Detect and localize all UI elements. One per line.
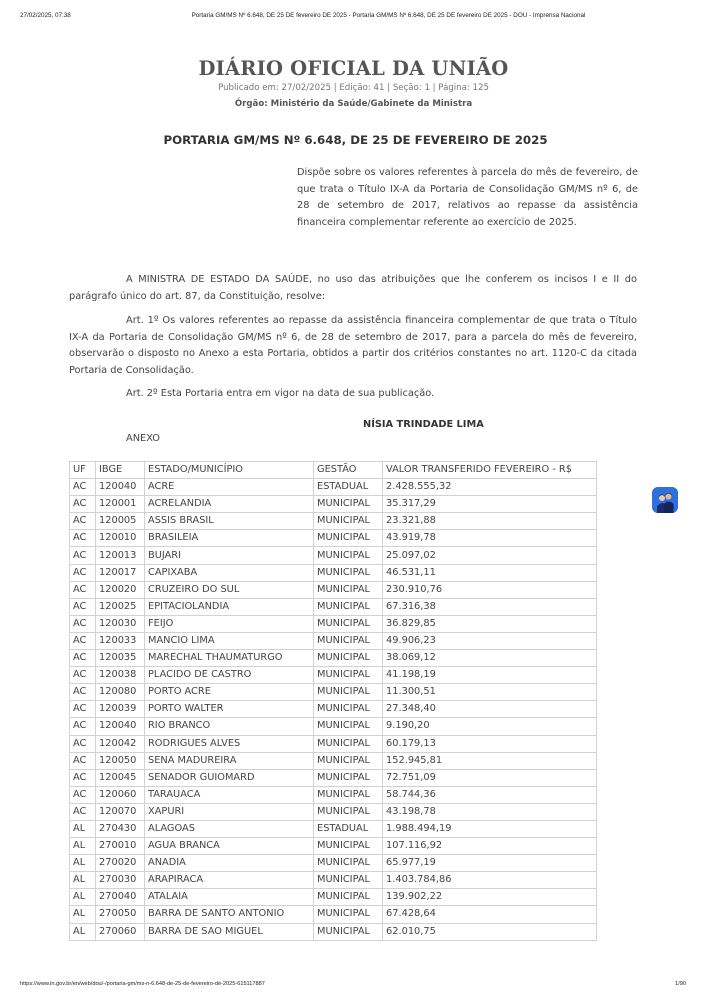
header-gestao: GESTÃO xyxy=(314,462,383,479)
cell-ibge: 120030 xyxy=(96,615,145,632)
cell-gestao: MUNICIPAL xyxy=(314,632,383,649)
cell-gestao: MUNICIPAL xyxy=(314,855,383,872)
cell-uf: AC xyxy=(70,479,96,496)
table-row xyxy=(70,530,597,547)
table-row xyxy=(70,650,597,667)
cell-valor: 38.069,12 xyxy=(383,650,597,667)
cell-valor: 139.902,22 xyxy=(383,889,597,906)
cell-valor: 49.906,23 xyxy=(383,632,597,649)
cell-uf: AC xyxy=(70,701,96,718)
header-uf: UF xyxy=(70,462,96,479)
cell-ibge: 120045 xyxy=(96,769,145,786)
cell-uf: AL xyxy=(70,820,96,837)
table-row xyxy=(70,769,597,786)
annex-table xyxy=(69,461,597,941)
cell-uf: AL xyxy=(70,855,96,872)
cell-valor: 43.919,78 xyxy=(383,530,597,547)
cell-ibge: 270040 xyxy=(96,889,145,906)
cell-uf: AC xyxy=(70,496,96,513)
cell-uf: AC xyxy=(70,650,96,667)
cell-gestao: MUNICIPAL xyxy=(314,530,383,547)
cell-municipio: CAPIXABA xyxy=(145,564,314,581)
cell-uf: AC xyxy=(70,769,96,786)
article-2-paragraph xyxy=(69,386,637,403)
cell-valor: 11.300,51 xyxy=(383,684,597,701)
cell-uf: AL xyxy=(70,906,96,923)
table-row xyxy=(70,564,597,581)
cell-valor: 1.403.784,86 xyxy=(383,872,597,889)
cell-municipio: ANADIA xyxy=(145,855,314,872)
table-row xyxy=(70,889,597,906)
table-row xyxy=(70,718,597,735)
table-row xyxy=(70,786,597,803)
cell-municipio: BUJARI xyxy=(145,547,314,564)
cell-valor: 65.977,19 xyxy=(383,855,597,872)
cell-gestao: MUNICIPAL xyxy=(314,667,383,684)
cell-valor: 23.321,88 xyxy=(383,513,597,530)
cell-uf: AC xyxy=(70,632,96,649)
cell-gestao: MUNICIPAL xyxy=(314,718,383,735)
cell-gestao: MUNICIPAL xyxy=(314,513,383,530)
cell-gestao: ESTADUAL xyxy=(314,479,383,496)
cell-ibge: 120038 xyxy=(96,667,145,684)
cell-municipio: ACRELANDIA xyxy=(145,496,314,513)
annex-label: ANEXO xyxy=(126,433,161,444)
cell-ibge: 120020 xyxy=(96,581,145,598)
article-1-paragraph xyxy=(69,313,637,379)
article-2-text: Art. 2º Esta Portaria entra em vigor na data de sua publicação. xyxy=(126,388,435,399)
cell-ibge: 270050 xyxy=(96,906,145,923)
table-row xyxy=(70,855,597,872)
cell-uf: AL xyxy=(70,889,96,906)
cell-ibge: 120005 xyxy=(96,513,145,530)
cell-municipio: PORTO WALTER xyxy=(145,701,314,718)
cell-municipio: RIO BRANCO xyxy=(145,718,314,735)
table-row xyxy=(70,684,597,701)
cell-uf: AC xyxy=(70,530,96,547)
cell-municipio: CRUZEIRO DO SUL xyxy=(145,581,314,598)
cell-gestao: MUNICIPAL xyxy=(314,769,383,786)
cell-uf: AC xyxy=(70,803,96,820)
cell-uf: AC xyxy=(70,513,96,530)
table-row xyxy=(70,632,597,649)
cell-valor: 62.010,75 xyxy=(383,923,597,940)
cell-ibge: 270010 xyxy=(96,838,145,855)
cell-uf: AC xyxy=(70,752,96,769)
cell-gestao: MUNICIPAL xyxy=(314,803,383,820)
cell-gestao: MUNICIPAL xyxy=(314,615,383,632)
table-row xyxy=(70,701,597,718)
cell-uf: AC xyxy=(70,598,96,615)
cell-uf: AC xyxy=(70,564,96,581)
cell-uf: AL xyxy=(70,923,96,940)
cell-ibge: 270060 xyxy=(96,923,145,940)
cell-uf: AC xyxy=(70,718,96,735)
cell-municipio: SENADOR GUIOMARD xyxy=(145,769,314,786)
table-row xyxy=(70,838,597,855)
cell-uf: AC xyxy=(70,735,96,752)
cell-ibge: 120001 xyxy=(96,496,145,513)
cell-valor: 72.751,09 xyxy=(383,769,597,786)
table-header-row xyxy=(70,462,597,479)
table-row xyxy=(70,820,597,837)
cell-ibge: 120017 xyxy=(96,564,145,581)
assistant-avatar-icon xyxy=(652,487,678,513)
cell-municipio: TARAUACA xyxy=(145,786,314,803)
cell-uf: AL xyxy=(70,838,96,855)
cell-ibge: 120033 xyxy=(96,632,145,649)
table-row xyxy=(70,906,597,923)
cell-municipio: BARRA DE SAO MIGUEL xyxy=(145,923,314,940)
cell-municipio: SENA MADUREIRA xyxy=(145,752,314,769)
cell-uf: AL xyxy=(70,872,96,889)
preamble-paragraph xyxy=(69,272,637,305)
cell-municipio: PORTO ACRE xyxy=(145,684,314,701)
table-row xyxy=(70,581,597,598)
table-row xyxy=(70,496,597,513)
cell-valor: 35.317,29 xyxy=(383,496,597,513)
cell-municipio: ACRE xyxy=(145,479,314,496)
publication-info: Publicado em: 27/02/2025 | Edição: 41 | Seção: 1 | Página: 125 xyxy=(218,83,489,93)
cell-valor: 43.198,78 xyxy=(383,803,597,820)
cell-gestao: MUNICIPAL xyxy=(314,838,383,855)
cell-ibge: 120070 xyxy=(96,803,145,820)
cell-uf: AC xyxy=(70,667,96,684)
cell-uf: AC xyxy=(70,684,96,701)
cell-municipio: RODRIGUES ALVES xyxy=(145,735,314,752)
table-row xyxy=(70,513,597,530)
table-row xyxy=(70,752,597,769)
cell-gestao: MUNICIPAL xyxy=(314,496,383,513)
cell-municipio: ATALAIA xyxy=(145,889,314,906)
print-header-datetime: 27/02/2025, 07:38 xyxy=(20,12,71,19)
cell-ibge: 120050 xyxy=(96,752,145,769)
cell-ibge: 120040 xyxy=(96,479,145,496)
preamble-text: A MINISTRA DE ESTADO DA SAÚDE, no uso das atribuições que lhe conferem os incisos I e II do parágrafo único do art. 87, da Constituição, resolve: xyxy=(69,274,637,302)
cell-ibge: 270020 xyxy=(96,855,145,872)
table-row xyxy=(70,479,597,496)
cell-gestao: MUNICIPAL xyxy=(314,650,383,667)
cell-gestao: MUNICIPAL xyxy=(314,701,383,718)
floating-assistant-button[interactable] xyxy=(652,487,678,513)
cell-uf: AC xyxy=(70,581,96,598)
cell-ibge: 120035 xyxy=(96,650,145,667)
cell-ibge: 120025 xyxy=(96,598,145,615)
cell-ibge: 270030 xyxy=(96,872,145,889)
table-row xyxy=(70,923,597,940)
cell-municipio: BARRA DE SANTO ANTONIO xyxy=(145,906,314,923)
cell-ibge: 270430 xyxy=(96,820,145,837)
cell-valor: 67.428,64 xyxy=(383,906,597,923)
cell-municipio: ALAGOAS xyxy=(145,820,314,837)
masthead-title: DIÁRIO OFICIAL DA UNIÃO xyxy=(198,57,509,80)
cell-valor: 1.988.494,19 xyxy=(383,820,597,837)
cell-uf: AC xyxy=(70,615,96,632)
cell-municipio: XAPURI xyxy=(145,803,314,820)
header-valor: VALOR TRANSFERIDO FEVEREIRO - R$ xyxy=(383,462,597,479)
cell-municipio: MARECHAL THAUMATURGO xyxy=(145,650,314,667)
table-row xyxy=(70,598,597,615)
cell-municipio: PLACIDO DE CASTRO xyxy=(145,667,314,684)
cell-valor: 230.910,76 xyxy=(383,581,597,598)
cell-municipio: ARAPIRACA xyxy=(145,872,314,889)
cell-ibge: 120010 xyxy=(96,530,145,547)
table-row xyxy=(70,872,597,889)
cell-ibge: 120039 xyxy=(96,701,145,718)
document-title: PORTARIA GM/MS Nº 6.648, DE 25 DE FEVEREIRO DE 2025 xyxy=(163,133,548,147)
cell-valor: 107.116,92 xyxy=(383,838,597,855)
header-ibge: IBGE xyxy=(96,462,145,479)
cell-valor: 2.428.555,32 xyxy=(383,479,597,496)
cell-valor: 58.744,36 xyxy=(383,786,597,803)
cell-valor: 152.945,81 xyxy=(383,752,597,769)
cell-uf: AC xyxy=(70,786,96,803)
cell-valor: 25.097,02 xyxy=(383,547,597,564)
table-row xyxy=(70,667,597,684)
article-1-text: Art. 1º Os valores referentes ao repasse da assistência financeira complementar de que trata o Título IX-A da Portaria de Consolidação GM/MS nº 6, de 28 de setembro de 2017, para a parcela do mês de fevereiro, observarão o disposto no Anexo a esta Portaria, obtidos a partir dos critérios constantes no art. 1120-C da citada Portaria de Consolidação. xyxy=(69,315,637,376)
print-footer-url: https://www.in.gov.br/en/web/dou/-/portaria-gm/ms-n-6.648-de-25-de-fevereiro-de-2025-615117887 xyxy=(20,981,265,987)
table-row xyxy=(70,547,597,564)
cell-gestao: MUNICIPAL xyxy=(314,889,383,906)
cell-municipio: EPITACIOLANDIA xyxy=(145,598,314,615)
cell-gestao: MUNICIPAL xyxy=(314,735,383,752)
cell-gestao: MUNICIPAL xyxy=(314,786,383,803)
cell-municipio: FEIJO xyxy=(145,615,314,632)
cell-valor: 60.179,13 xyxy=(383,735,597,752)
table-row xyxy=(70,735,597,752)
table-row xyxy=(70,803,597,820)
cell-uf: AC xyxy=(70,547,96,564)
cell-ibge: 120060 xyxy=(96,786,145,803)
cell-gestao: MUNICIPAL xyxy=(314,564,383,581)
cell-valor: 67.316,38 xyxy=(383,598,597,615)
cell-municipio: AGUA BRANCA xyxy=(145,838,314,855)
cell-gestao: MUNICIPAL xyxy=(314,872,383,889)
cell-gestao: ESTADUAL xyxy=(314,820,383,837)
cell-ibge: 120013 xyxy=(96,547,145,564)
table-row xyxy=(70,615,597,632)
cell-valor: 36.829,85 xyxy=(383,615,597,632)
ementa: Dispõe sobre os valores referentes à parcela do mês de fevereiro, de que trata o Título IX-A da Portaria de Consolidação GM/MS nº 6, de 28 de setembro de 2017, relativos ao repasse da assistência financeira complementar referente ao exercício de 2025. xyxy=(297,167,638,228)
print-header-page-title: Portaria GM/MS Nº 6.648, DE 25 DE fevereiro DE 2025 - Portaria GM/MS Nº 6.648, DE 25 DE fevereiro DE 2025 - DOU - Imprensa Nacional xyxy=(191,12,586,19)
cell-gestao: MUNICIPAL xyxy=(314,906,383,923)
signature: NÍSIA TRINDADE LIMA xyxy=(363,419,484,430)
cell-ibge: 120080 xyxy=(96,684,145,701)
cell-gestao: MUNICIPAL xyxy=(314,752,383,769)
cell-valor: 41.198,19 xyxy=(383,667,597,684)
cell-municipio: BRASILEIA xyxy=(145,530,314,547)
orgao-label: Órgão: Ministério da Saúde/Gabinete da Ministra xyxy=(234,99,473,109)
cell-gestao: MUNICIPAL xyxy=(314,923,383,940)
cell-valor: 27.348,40 xyxy=(383,701,597,718)
header-municipio: ESTADO/MUNICÍPIO xyxy=(145,462,314,479)
cell-gestao: MUNICIPAL xyxy=(314,547,383,564)
print-footer-page-count: 1/90 xyxy=(675,981,686,987)
cell-gestao: MUNICIPAL xyxy=(314,581,383,598)
cell-gestao: MUNICIPAL xyxy=(314,684,383,701)
cell-ibge: 120042 xyxy=(96,735,145,752)
cell-ibge: 120040 xyxy=(96,718,145,735)
cell-municipio: ASSIS BRASIL xyxy=(145,513,314,530)
cell-municipio: MANCIO LIMA xyxy=(145,632,314,649)
cell-valor: 46.531,11 xyxy=(383,564,597,581)
cell-gestao: MUNICIPAL xyxy=(314,598,383,615)
cell-valor: 9.190,20 xyxy=(383,718,597,735)
